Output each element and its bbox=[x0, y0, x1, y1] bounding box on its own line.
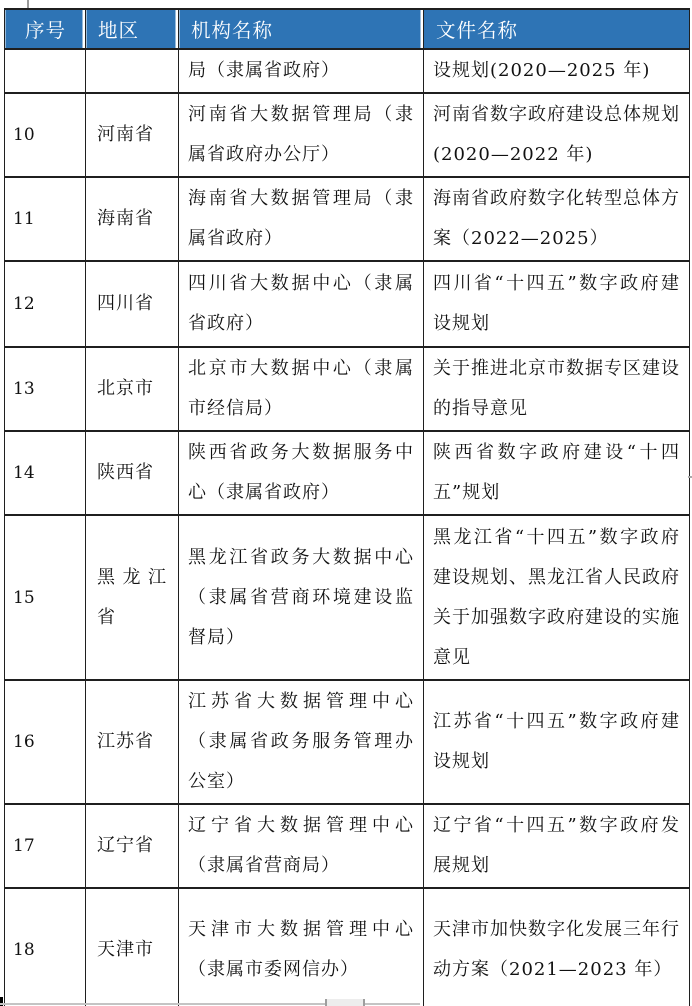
cell-org: 北京市大数据中心（隶属市经信局） bbox=[179, 347, 424, 431]
cell-doc: 江苏省“十四五”数字政府建设规划 bbox=[424, 680, 690, 804]
cell-org: 辽宁省大数据管理中心（隶属省营商局） bbox=[179, 804, 424, 888]
page-edge-artifact-bottom-box bbox=[325, 999, 365, 1006]
cell-doc: 天津市加快数字化发展三年行动方案（2021—2023 年） bbox=[424, 888, 690, 1006]
cell-doc: 河南省数字政府建设总体规划(2020—2022 年) bbox=[424, 93, 690, 177]
cell-doc: 黑龙江省“十四五”数字政府建设规划、黑龙江省人民政府关于加强数字政府建设的实施意见 bbox=[424, 515, 690, 680]
cell-region: 北京市 bbox=[86, 347, 179, 431]
table-row bbox=[5, 888, 690, 1006]
cell-org: 陕西省政务大数据服务中心（隶属省政府） bbox=[179, 431, 424, 515]
cell-index: 16 bbox=[5, 680, 86, 804]
column-header-index: 序号 bbox=[5, 9, 86, 49]
page-edge-artifact-right bbox=[688, 476, 692, 478]
table-row bbox=[5, 680, 690, 804]
cell-index: 14 bbox=[5, 431, 86, 515]
cell-index: 17 bbox=[5, 804, 86, 888]
cell-region: 四川省 bbox=[86, 261, 179, 347]
cell-index: 11 bbox=[5, 177, 86, 261]
table-body bbox=[5, 49, 690, 1006]
cell-region: 海南省 bbox=[86, 177, 179, 261]
column-header-region: 地区 bbox=[86, 9, 179, 49]
table-row bbox=[5, 93, 690, 177]
table-row bbox=[5, 261, 690, 347]
cell-region: 黑龙江省 bbox=[86, 515, 179, 680]
cell-index: 10 bbox=[5, 93, 86, 177]
page-edge-artifact-top bbox=[27, 0, 29, 8]
cell-doc: 海南省政府数字化转型总体方案（2022—2025） bbox=[424, 177, 690, 261]
cell-index: 18 bbox=[5, 888, 86, 1006]
cell-org: 天津市大数据管理中心（隶属市委网信办） bbox=[179, 888, 424, 1006]
cell-org: 海南省大数据管理局（隶属省政府） bbox=[179, 177, 424, 261]
table-header bbox=[5, 9, 690, 49]
cell-region bbox=[86, 49, 179, 93]
cell-index: 12 bbox=[5, 261, 86, 347]
cell-index bbox=[5, 49, 86, 93]
table-row bbox=[5, 49, 690, 93]
cell-doc: 陕西省数字政府建设“十四五”规划 bbox=[424, 431, 690, 515]
cell-region: 辽宁省 bbox=[86, 804, 179, 888]
cell-region: 河南省 bbox=[86, 93, 179, 177]
table-row bbox=[5, 515, 690, 680]
cell-doc: 四川省“十四五”数字政府建设规划 bbox=[424, 261, 690, 347]
table-row bbox=[5, 347, 690, 431]
cell-org: 江苏省大数据管理中心（隶属省政务服务管理办公室） bbox=[179, 680, 424, 804]
cell-region: 江苏省 bbox=[86, 680, 179, 804]
cell-org: 黑龙江省政务大数据中心（隶属省营商环境建设监督局） bbox=[179, 515, 424, 680]
cell-index: 13 bbox=[5, 347, 86, 431]
cell-region: 陕西省 bbox=[86, 431, 179, 515]
cell-doc: 设规划(2020—2025 年) bbox=[424, 49, 690, 93]
cell-org: 河南省大数据管理局（隶属省政府办公厅） bbox=[179, 93, 424, 177]
table-row bbox=[5, 177, 690, 261]
column-header-org: 机构名称 bbox=[179, 9, 424, 49]
cell-org: 局（隶属省政府） bbox=[179, 49, 424, 93]
agency-policy-table bbox=[4, 8, 690, 1006]
cell-doc: 辽宁省“十四五”数字政府发展规划 bbox=[424, 804, 690, 888]
header-row bbox=[5, 9, 690, 49]
table-row bbox=[5, 804, 690, 888]
column-header-doc: 文件名称 bbox=[424, 9, 690, 49]
table-row bbox=[5, 431, 690, 515]
cell-region: 天津市 bbox=[86, 888, 179, 1006]
cell-index: 15 bbox=[5, 515, 86, 680]
cell-doc: 关于推进北京市数据专区建设的指导意见 bbox=[424, 347, 690, 431]
cell-org: 四川省大数据中心（隶属省政府） bbox=[179, 261, 424, 347]
